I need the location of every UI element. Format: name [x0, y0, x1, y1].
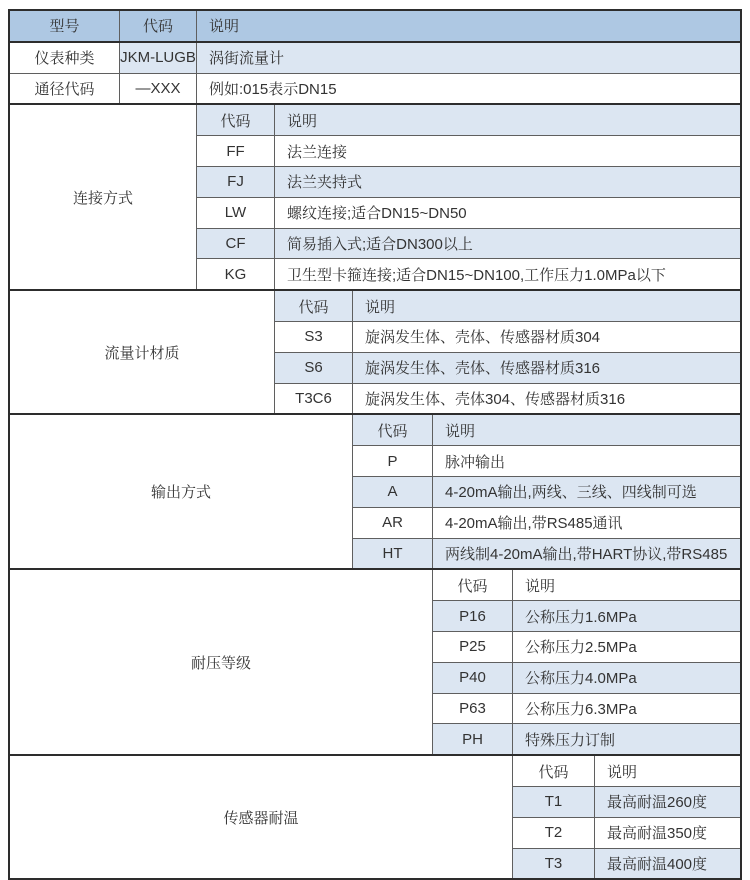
subtable-header-code: 代码 [433, 570, 513, 600]
subtable-header-desc: 说明 [275, 105, 740, 135]
option-desc: 4-20mA输出,两线、三线、四线制可选 [433, 477, 740, 507]
option-code: S3 [275, 322, 353, 352]
option-code: LW [197, 198, 275, 228]
option-code: A [353, 477, 433, 507]
model-selection-table [8, 9, 742, 880]
option-desc: 旋涡发生体、壳体304、传感器材质316 [365, 390, 626, 408]
option-desc: 特殊压力订制 [513, 724, 740, 754]
subtable-header-row [513, 756, 740, 787]
option-code: S6 [275, 353, 353, 383]
subtable-header-desc: 说明 [433, 415, 740, 445]
subtable-row [197, 259, 740, 289]
subtable-row [433, 663, 740, 694]
option-desc: 最高耐温260度 [595, 787, 740, 817]
option-desc: 最高耐温350度 [607, 825, 708, 843]
option-desc: 螺纹连接;适合DN15~DN50 [287, 205, 467, 223]
section-subtable [353, 415, 740, 568]
option-code: P25 [433, 632, 513, 662]
option-code: T3 [513, 849, 595, 879]
option-desc: 最高耐温400度 [595, 849, 740, 879]
row-label: 仪表种类 [10, 43, 120, 73]
option-desc: 旋涡发生体、壳体、传感器材质304 [365, 329, 601, 347]
section-subtable [197, 105, 740, 289]
subtable-row [433, 724, 740, 754]
subtable-row [433, 632, 740, 663]
subtable-row [353, 508, 740, 539]
subtable-header-code: 代码 [275, 291, 353, 321]
subtable-row [197, 198, 740, 229]
section-label: 输出方式 [10, 415, 353, 568]
option-desc: 公称压力2.5MPa [525, 639, 637, 657]
subtable-header-row [275, 291, 740, 322]
row-desc: 涡街流量计 [197, 43, 740, 73]
section-subtable [433, 570, 740, 754]
section-1 [10, 105, 740, 291]
subtable-header-code: 代码 [197, 105, 275, 135]
subtable-row [513, 818, 740, 849]
option-code: AR [353, 508, 433, 538]
option-code: CF [197, 229, 275, 259]
row-label: 通径代码 [10, 74, 120, 104]
subtable-header-desc: 说明 [607, 763, 638, 781]
section-3 [10, 415, 740, 570]
subtable-row [353, 446, 740, 477]
table-row-instrument-type [10, 43, 740, 74]
subtable-row [353, 539, 740, 569]
subtable-row [513, 787, 740, 818]
section-2 [10, 291, 740, 415]
row-code: JKM-LUGB [120, 43, 197, 73]
option-code: P40 [433, 663, 513, 693]
option-desc: 两线制4-20mA输出,带HART协议,带RS485 [433, 539, 740, 569]
option-desc: 卫生型卡箍连接;适合DN15~DN100,工作压力1.0MPa以下 [287, 266, 666, 284]
subtable-row [197, 229, 740, 260]
option-sections [10, 105, 740, 878]
header-model: 型号 [10, 11, 120, 41]
row-desc: 例如:015表示DN15 [209, 80, 337, 98]
header-desc: 说明 [197, 11, 740, 41]
subtable-header-code: 代码 [513, 756, 595, 786]
option-code: PH [433, 724, 513, 754]
option-desc: 简易插入式;适合DN300以上 [275, 229, 740, 259]
option-desc: 公称压力4.0MPa [513, 663, 740, 693]
subtable-header-row [433, 570, 740, 601]
subtable-header-desc: 说明 [353, 291, 740, 321]
option-desc: 法兰夹持式 [275, 167, 740, 197]
subtable-row [353, 477, 740, 508]
subtable-header-desc: 说明 [525, 577, 556, 595]
table-row-diameter-code [10, 74, 740, 106]
option-desc: 4-20mA输出,带RS485通讯 [445, 515, 623, 533]
option-code: P [353, 446, 433, 476]
option-code: HT [353, 539, 433, 569]
option-desc: 法兰连接 [287, 143, 348, 161]
subtable-row [275, 353, 740, 384]
option-code: T1 [513, 787, 595, 817]
option-code: T2 [513, 818, 595, 848]
subtable-row [513, 849, 740, 879]
section-subtable [513, 756, 740, 878]
option-code: KG [197, 259, 275, 289]
section-subtable [275, 291, 740, 413]
option-desc: 公称压力6.3MPa [525, 700, 637, 718]
option-code: FJ [197, 167, 275, 197]
option-code: T3C6 [275, 384, 353, 414]
option-code: FF [197, 136, 275, 166]
option-code: P16 [433, 601, 513, 631]
section-label: 连接方式 [10, 105, 197, 289]
subtable-row [197, 167, 740, 198]
subtable-row [433, 601, 740, 632]
subtable-row [275, 322, 740, 353]
option-desc: 旋涡发生体、壳体、传感器材质316 [353, 353, 740, 383]
table-header-row [10, 11, 740, 43]
section-label: 传感器耐温 [10, 756, 513, 878]
subtable-row [275, 384, 740, 414]
subtable-header-row [197, 105, 740, 136]
section-label: 流量计材质 [10, 291, 275, 413]
section-label: 耐压等级 [10, 570, 433, 754]
option-desc: 脉冲输出 [445, 453, 506, 471]
section-4 [10, 570, 740, 756]
option-desc: 公称压力1.6MPa [513, 601, 740, 631]
row-code: —XXX [120, 74, 197, 104]
subtable-header-code: 代码 [353, 415, 433, 445]
header-code: 代码 [120, 11, 197, 41]
subtable-row [433, 694, 740, 725]
subtable-row [197, 136, 740, 167]
option-code: P63 [433, 694, 513, 724]
subtable-header-row [353, 415, 740, 446]
section-5 [10, 756, 740, 878]
